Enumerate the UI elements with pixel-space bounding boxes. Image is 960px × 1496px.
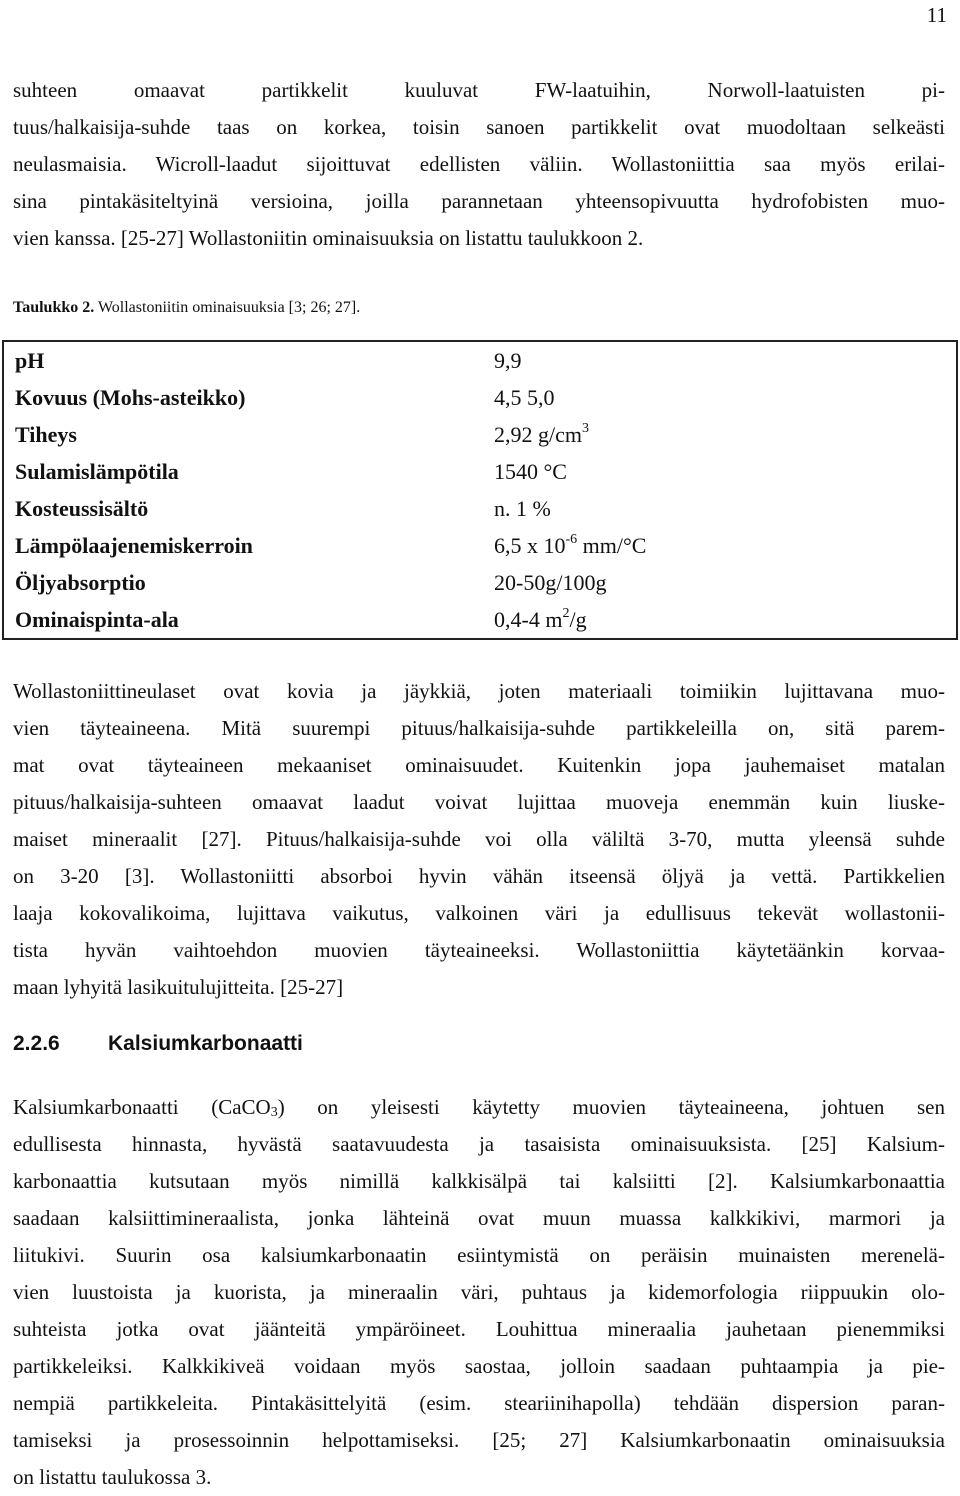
property-name: Lämpölaajenemiskerroin <box>15 533 253 558</box>
text-line: edullisesta hinnasta, hyvästä saatavuudesta ja tasaisista ominaisuuksista. [25] Kalsium- <box>13 1132 945 1156</box>
text-line: nempiä partikkeleita. Pintakäsittelyitä (esim. steariinihapolla) tehdään dispersion paran- <box>13 1391 945 1415</box>
text-line <box>13 1089 945 1126</box>
table-caption-text: Wollastoniitin ominaisuuksia [3; 26; 27]. <box>94 299 361 316</box>
table-row <box>3 490 957 527</box>
table-row <box>3 564 957 601</box>
paragraph-wollastonite-properties <box>13 673 945 1006</box>
value-superscript: 3 <box>582 420 589 436</box>
text-line: pituus/halkaisija-suhteen omaavat laadut voivat lujittaa muoveja enemmän kuin liuske- <box>13 790 945 814</box>
property-name: Ominaispinta-ala <box>15 607 179 632</box>
properties-table <box>2 340 958 640</box>
table-row <box>3 453 957 490</box>
property-value-cell <box>483 527 957 564</box>
paragraph-calcium-carbonate <box>13 1089 945 1496</box>
table-caption-label: Taulukko 2. <box>13 299 95 316</box>
text-line: laaja kokovalikoima, lujittava vaikutus, valkoinen väri ja edullisuus tekevät wollastonii- <box>13 901 945 925</box>
text-line: neulasmaisia. Wicroll-laadut sijoittuvat edellisten väliin. Wollastoniittia saa myös erilai- <box>13 152 945 176</box>
text-line: maiset mineraalit [27]. Pituus/halkaisija-suhde voi olla väliltä 3-70, mutta yleensä suhde <box>13 827 945 851</box>
property-value-cell <box>483 601 957 639</box>
text-line: liitukivi. Suurin osa kalsiumkarbonaatin esiintymistä on peräisin muinaisten merenelä- <box>13 1243 945 1267</box>
text-line: on 3-20 [3]. Wollastoniitti absorboi hyvin vähän itseensä öljyä ja vettä. Partikkelien <box>13 864 945 888</box>
text-line: vien täyteaineena. Mitä suurempi pituus/halkaisija-suhde partikkeleilla on, sitä parem- <box>13 716 945 740</box>
property-value: 6,5 x 10 <box>494 533 566 558</box>
property-value: n. 1 % <box>494 496 551 521</box>
text-line: partikkeleiksi. Kalkkikiveä voidaan myös saostaa, jolloin saadaan puhtaampia ja pie- <box>13 1354 945 1378</box>
text-line: Wollastoniittineulaset ovat kovia ja jäykkiä, joten materiaali toimiikin lujittavana muo- <box>13 679 945 703</box>
text-line: saadaan kalsiittimineraalista, jonka lähteinä ovat muun muassa kalkkikivi, marmori ja <box>13 1206 945 1230</box>
value-superscript: -6 <box>565 531 578 547</box>
text-line: tamiseksi ja prosessoinnin helpottamiseksi. [25; 27] Kalsiumkarbonaatin ominaisuuksia <box>13 1428 945 1452</box>
property-name: Sulamislämpötila <box>15 459 179 484</box>
page-number: 11 <box>926 3 947 27</box>
text-fragment: ) on yleisesti käytetty muovien täyteaineena, johtuen sen <box>277 1095 945 1119</box>
property-value: 2,92 g/cm <box>494 422 582 447</box>
value-superscript: 2 <box>562 605 570 621</box>
table-row <box>3 527 957 564</box>
property-value: 4,5 5,0 <box>494 385 555 410</box>
text-line: tista hyvän vaihtoehdon muovien täyteaineeksi. Wollastoniittia käytetäänkin korvaa- <box>13 938 945 962</box>
section-number: 2.2.6 <box>13 1032 60 1055</box>
text-line: suhteen omaavat partikkelit kuuluvat FW-laatuihin, Norwoll-laatuisten pi- <box>13 78 945 102</box>
section-heading <box>13 1029 303 1059</box>
chemical-subscript: 3 <box>270 1105 278 1120</box>
text-line: vien kanssa. [25-27] Wollastoniitin ominaisuuksia on listattu taulukkoon 2. <box>13 226 644 250</box>
property-name: Kovuus (Mohs-asteikko) <box>15 385 246 410</box>
paragraph-wollastonite-intro <box>13 72 945 257</box>
text-fragment: Kalsiumkarbonaatti (CaCO <box>13 1095 271 1119</box>
text-line: tuus/halkaisija-suhde taas on korkea, toisin sanoen partikkelit ovat muodoltaan selkeästi <box>13 115 945 139</box>
table-row <box>3 601 957 639</box>
text-line: suhteista jotka ovat jäänteitä ympäröineet. Louhittua mineraalia jauhetaan pienemmiksi <box>13 1317 945 1341</box>
table-caption <box>13 297 360 319</box>
section-title: Kalsiumkarbonaatti <box>108 1032 303 1055</box>
property-value: 1540 °C <box>494 459 567 484</box>
value-suffix: /g <box>569 607 587 632</box>
property-value: 20-50g/100g <box>494 570 607 595</box>
text-line: maan lyhyitä lasikuitulujitteita. [25-27] <box>13 975 344 999</box>
text-line: mat ovat täyteaineen mekaaniset ominaisuudet. Kuitenkin jopa jauhemaiset matalan <box>13 753 945 777</box>
text-line: on listattu taulukossa 3. <box>13 1465 212 1489</box>
property-name: Tiheys <box>15 422 77 447</box>
property-value: 0,4-4 m <box>494 607 563 632</box>
table-row <box>3 341 957 379</box>
property-name: pH <box>15 348 45 373</box>
property-value: 9,9 <box>494 348 522 373</box>
property-name: Öljyabsorptio <box>15 570 146 595</box>
text-line: karbonaattia kutsutaan myös nimillä kalkkisälpä tai kalsiitti [2]. Kalsiumkarbonaattia <box>13 1169 945 1193</box>
value-suffix: mm/°C <box>577 533 647 558</box>
table-row <box>3 379 957 416</box>
text-line: vien luustoista ja kuorista, ja mineraalin väri, puhtaus ja kidemorfologia riippuukin olo- <box>13 1280 945 1304</box>
property-value-cell <box>483 416 957 453</box>
table-row <box>3 416 957 453</box>
text-line: sina pintakäsiteltyinä versioina, joilla parannetaan yhteensopivuutta hydrofobisten muo- <box>13 189 945 213</box>
property-name: Kosteussisältö <box>15 496 149 521</box>
